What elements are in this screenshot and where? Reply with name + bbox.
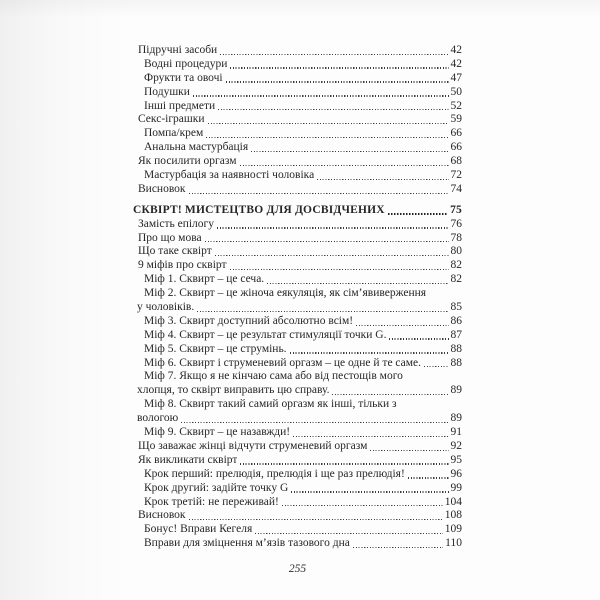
toc-entry-page: 82	[450, 273, 462, 286]
toc-entry	[133, 384, 462, 398]
dot-leader	[267, 283, 448, 284]
dot-leader	[217, 227, 449, 228]
toc-entry	[133, 440, 462, 454]
toc-entry-label: 9 міфів про сквірт	[138, 259, 227, 272]
toc-entry-label: Водні процедури	[144, 57, 228, 70]
toc-entry-page: 92	[450, 439, 462, 452]
toc-entry-page: 74	[450, 182, 462, 195]
toc-entry	[133, 245, 462, 259]
toc-entry-label: Міф 6. Сквирт і струменевий оргазм – це одне й те саме.	[144, 356, 422, 369]
toc-entry-page: 80	[450, 245, 462, 258]
toc-entry	[133, 141, 462, 155]
toc-entry-label: Міф 5. Сквирт – це струмінь.	[144, 342, 287, 355]
toc-entry	[133, 370, 462, 384]
toc-entry-page: 66	[450, 127, 462, 140]
toc-entry	[133, 412, 462, 426]
dot-leader	[240, 165, 449, 166]
toc-entry-page: 52	[450, 99, 462, 112]
toc-entry-page: 110	[445, 537, 462, 550]
dot-leader	[255, 533, 443, 534]
toc-entry	[133, 301, 462, 315]
dot-leader	[189, 519, 443, 520]
toc-entry-page: 87	[450, 328, 462, 341]
toc-entry-label: Крок перший: прелюдія, прелюдія і ще раз прелюдія!	[144, 467, 405, 480]
toc-entry-label: Як посилити оргазм	[138, 155, 237, 168]
dot-leader	[388, 213, 448, 215]
toc-entry-label: Підручні засоби	[138, 44, 218, 56]
toc-entry	[133, 482, 462, 496]
toc-entry	[133, 113, 462, 127]
toc-entry-label: Міф 7. Якщо я не кінчаю сама або від пестощів мого	[144, 370, 403, 383]
toc-entry	[133, 204, 462, 218]
toc-entry-label: Подушки	[144, 85, 190, 98]
toc-entry-page: 47	[450, 71, 462, 84]
toc-entry-page: 91	[450, 426, 462, 439]
toc-entry-page: 108	[444, 509, 462, 522]
toc-entry	[133, 468, 462, 482]
toc-entry-page: 78	[450, 231, 462, 244]
dot-leader	[291, 491, 448, 492]
toc-entry	[133, 155, 462, 169]
toc-entry	[133, 454, 462, 468]
toc-entry-page: 72	[450, 169, 462, 182]
toc-entry-label: Анальна мастурбація	[144, 141, 249, 154]
toc-entry-page: 99	[450, 481, 462, 494]
toc-entry-label: Вправи для зміцнення м’язів тазового дна	[144, 537, 350, 550]
toc-entry-page: 95	[450, 453, 462, 466]
toc-entry-label: СКВІРТ! МИСТЕЦТВО ДЛЯ ДОСВІДЧЕНИХ	[133, 203, 385, 216]
toc-entry-label: Як викликати сквірт	[138, 453, 238, 466]
toc-entry-page: 82	[450, 259, 462, 272]
toc-entry	[133, 259, 462, 273]
toc-list	[133, 44, 462, 551]
toc-entry	[133, 287, 462, 301]
toc-entry	[133, 537, 462, 551]
toc-entry-page: 86	[450, 314, 462, 327]
toc-entry-page: 42	[450, 57, 462, 70]
toc-entry-page: 89	[450, 412, 462, 425]
toc-entry-label: Міф 2. Сквирт – це жіноча еякуляція, як сім’явиверження	[144, 287, 427, 300]
dot-leader	[332, 394, 448, 395]
dot-leader	[206, 137, 448, 138]
toc-entry	[133, 72, 462, 86]
dot-leader	[230, 269, 449, 270]
toc-entry-page: 66	[450, 141, 462, 154]
dot-leader	[290, 352, 449, 353]
dot-leader	[408, 477, 449, 478]
dot-leader	[370, 450, 448, 451]
toc-entry-page: 88	[450, 342, 462, 355]
dot-leader	[189, 193, 449, 194]
dot-leader	[205, 241, 449, 242]
toc-entry-page: 89	[450, 384, 462, 397]
dot-leader	[218, 109, 448, 110]
toc-entry-page: 85	[450, 301, 462, 314]
toc-entry-label: Помпа/крем	[144, 127, 204, 140]
toc-entry-page: 109	[444, 523, 462, 536]
dot-leader	[317, 179, 448, 180]
toc-entry-label: хлопця, то сквірт виправить цю справу.	[137, 384, 330, 397]
toc-entry-page: 50	[450, 85, 462, 98]
toc-entry-label: Інші предмети	[144, 99, 216, 112]
dot-leader	[356, 325, 448, 326]
toc-entry-page: 104	[444, 495, 462, 508]
toc-entry-page: 96	[450, 467, 462, 480]
toc-entry-label: Крок другий: задійте точку G	[144, 481, 289, 494]
dot-leader	[220, 54, 448, 55]
toc-entry-label: Замість епілогу	[138, 217, 214, 230]
toc-entry	[133, 357, 462, 371]
dot-leader	[193, 95, 449, 96]
dot-leader	[197, 311, 448, 312]
dot-leader	[353, 547, 443, 548]
toc-entry	[133, 398, 462, 412]
dot-leader	[282, 505, 443, 506]
toc-entry-label: Що заважає жінці відчути струменевий оргазм	[138, 439, 368, 452]
dot-leader	[424, 366, 448, 367]
toc-entry	[133, 169, 462, 183]
toc-entry	[133, 329, 462, 343]
toc-entry-page: 75	[450, 203, 462, 216]
toc-entry	[133, 100, 462, 114]
toc-entry-label: Міф 9. Сквирт – це назавжди!	[144, 426, 291, 439]
toc-entry-label: Що таке сквірт	[138, 245, 212, 258]
toc-entry	[133, 273, 462, 287]
toc-entry	[133, 426, 462, 440]
toc-entry	[133, 218, 462, 232]
toc-entry-label: Секс-іграшки	[138, 113, 205, 126]
toc-entry-label: у чоловіків.	[137, 301, 195, 314]
toc-entry-label: Крок третій: не переживай!	[144, 495, 279, 508]
dot-leader	[230, 67, 448, 68]
toc-entry-label: Мастурбація за наявності чоловіка	[144, 169, 315, 182]
toc-entry-page: 88	[450, 356, 462, 369]
toc-entry	[133, 183, 462, 197]
toc-entry-label: Висновок	[138, 182, 186, 195]
toc-entry-label: Фрукти та овочі	[144, 71, 223, 84]
toc-entry-label: Висновок	[138, 509, 186, 522]
toc-entry-page: 68	[450, 155, 462, 168]
dot-leader	[293, 436, 448, 437]
toc-entry-label: Міф 1. Сквирт – це сеча.	[144, 273, 265, 286]
toc-entry	[133, 343, 462, 357]
toc-entry-label: Міф 8. Сквирт такий самий оргазм як інші, тільки з	[144, 398, 397, 411]
dot-leader	[251, 151, 448, 152]
toc-entry-label: вологою	[137, 412, 179, 425]
toc-entry-label: Про що мова	[138, 231, 202, 244]
dot-leader	[226, 81, 449, 82]
toc-entry	[133, 315, 462, 329]
toc-entry-label: Міф 4. Сквирт – це результат стимуляції точки G.	[144, 328, 387, 341]
toc-entry-label: Міф 3. Сквирт доступний абсолютно всім!	[144, 314, 354, 327]
toc-entry-page: 59	[450, 113, 462, 126]
dot-leader	[240, 463, 448, 464]
toc-entry	[133, 232, 462, 246]
toc-entry	[133, 58, 462, 72]
toc-entry	[133, 127, 462, 141]
dot-leader	[389, 338, 448, 339]
dot-leader	[215, 255, 449, 256]
toc-entry	[133, 86, 462, 100]
dot-leader	[208, 123, 449, 124]
toc-entry	[133, 523, 462, 537]
toc-entry	[133, 509, 462, 523]
toc-entry-page: 76	[450, 217, 462, 230]
toc-entry	[133, 496, 462, 510]
page-number: 255	[288, 563, 307, 576]
toc-entry	[133, 44, 462, 58]
toc-entry-page: 42	[450, 44, 462, 56]
toc-entry-label: Бонус! Вправи Кегеля	[144, 523, 253, 536]
dot-leader	[181, 422, 448, 423]
